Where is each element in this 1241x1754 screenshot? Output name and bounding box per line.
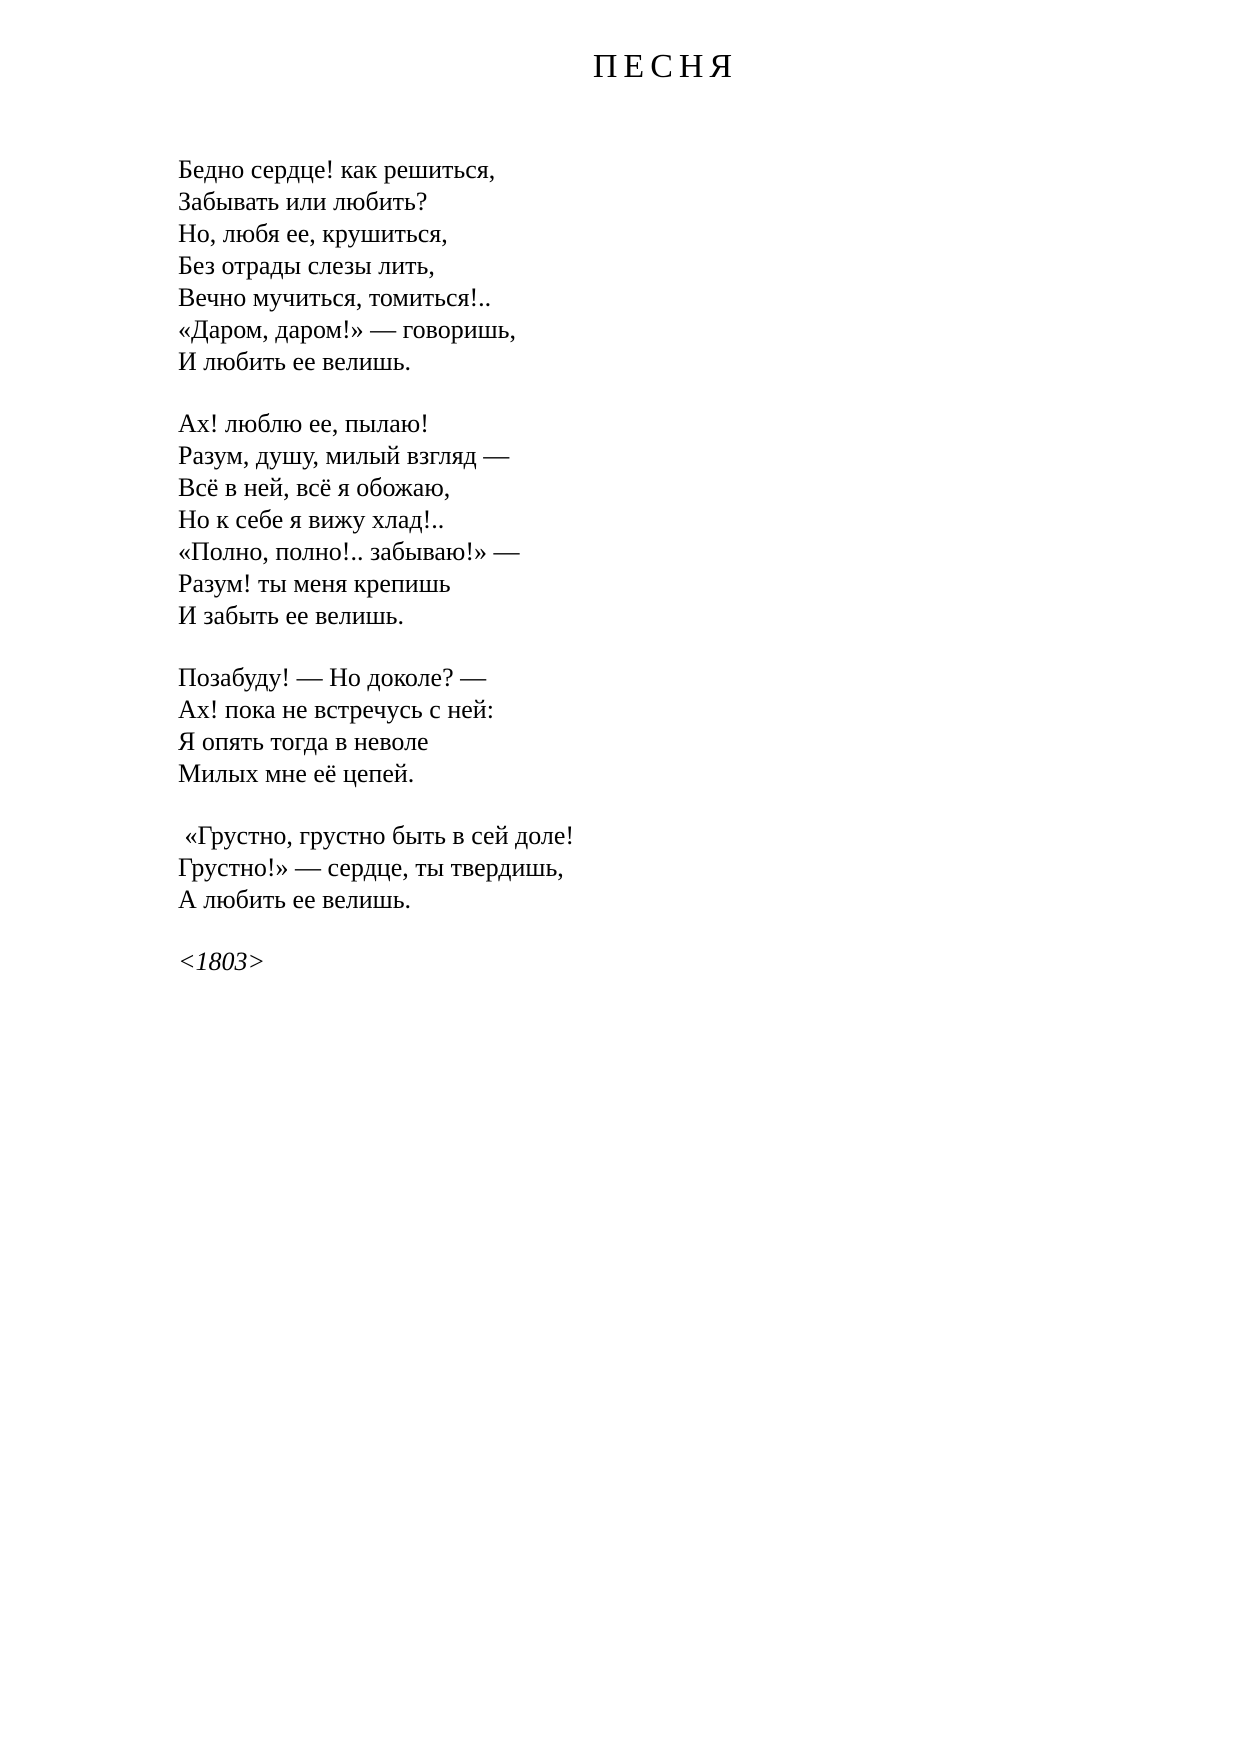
stanza-4 bbox=[178, 820, 574, 916]
poem-line: Позабуду! — Но доколе? — bbox=[178, 663, 487, 692]
poem-line: Бедно сердце! как решиться, bbox=[178, 155, 496, 184]
poem-line: Без отрады слезы лить, bbox=[178, 251, 435, 280]
poem-line: Милых мне её цепей. bbox=[178, 759, 415, 788]
poem-line: Разум, душу, милый взгляд — bbox=[178, 441, 510, 470]
stanza-3 bbox=[178, 662, 574, 790]
poem-line: А любить ее велишь. bbox=[178, 885, 412, 914]
poem-line: Грустно!» — сердце, ты твердишь, bbox=[178, 853, 564, 882]
poem-line: Разум! ты меня крепишь bbox=[178, 569, 451, 598]
poem-line: Но, любя ее, крушиться, bbox=[178, 219, 448, 248]
stanza-2 bbox=[178, 408, 574, 632]
poem-line: Забывать или любить? bbox=[178, 187, 428, 216]
poem-line: «Полно, полно!.. забываю!» — bbox=[178, 537, 520, 566]
poem-line: И забыть ее велишь. bbox=[178, 601, 405, 630]
poem-line: «Даром, даром!» — говоришь, bbox=[178, 315, 517, 344]
poem-line: Ах! пока не встречусь с ней: bbox=[178, 695, 494, 724]
poem-title: ПЕСНЯ bbox=[592, 48, 739, 85]
poem-body bbox=[178, 154, 574, 978]
poem-date: <1803> bbox=[178, 947, 266, 976]
stanza-1 bbox=[178, 154, 574, 378]
poem-line: Я опять тогда в неволе bbox=[178, 727, 429, 756]
poem-line: Всё в ней, всё я обожаю, bbox=[178, 473, 451, 502]
poem-line: Вечно мучиться, томиться!.. bbox=[178, 283, 492, 312]
poem-line: И любить ее велишь. bbox=[178, 347, 412, 376]
poem-line: Ах! люблю ее, пылаю! bbox=[178, 409, 429, 438]
poem-line: Но к себе я вижу хлад!.. bbox=[178, 505, 445, 534]
poem-line: «Грустно, грустно быть в сей доле! bbox=[178, 821, 575, 850]
